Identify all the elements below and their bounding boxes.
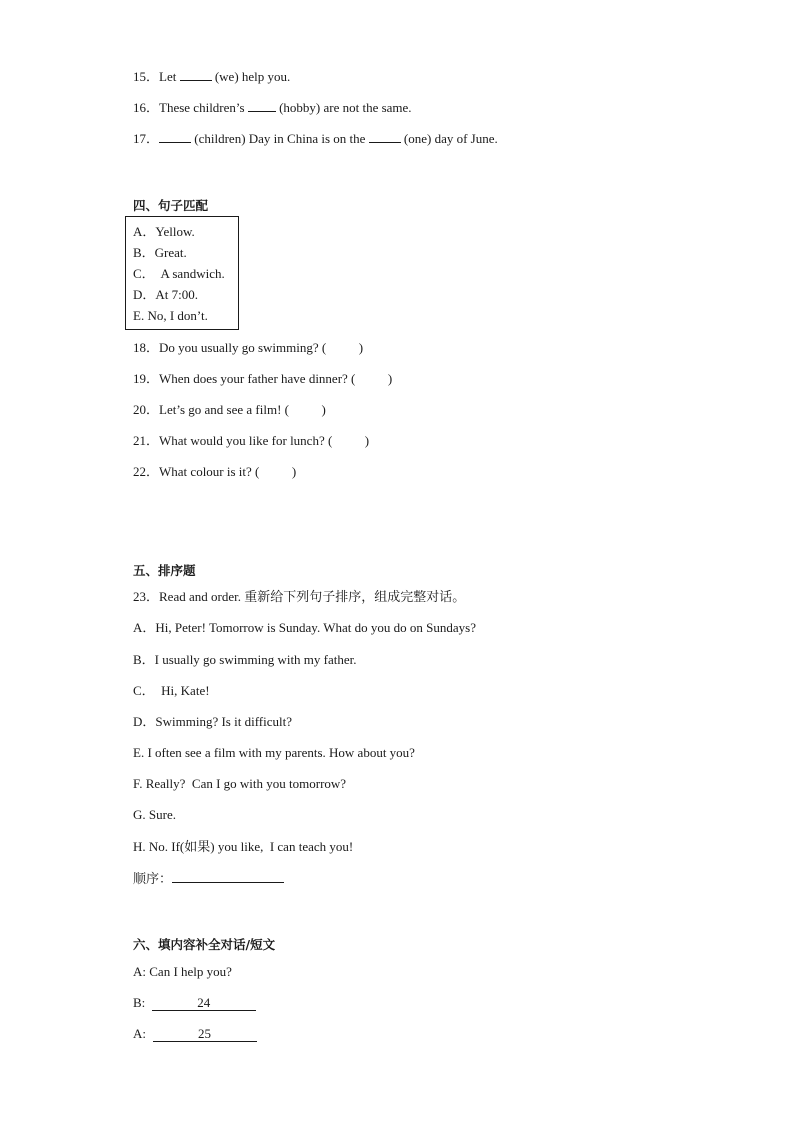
question-22: [133, 464, 296, 480]
section-heading-dialogue-completion: 六、填内容补全对话/短文: [133, 937, 276, 952]
question-text: What would you like for lunch? ( ): [159, 433, 370, 448]
question-text: (children) Day in China is on the: [191, 131, 369, 146]
question-23: [133, 589, 465, 605]
question-text: When does your father have dinner? ( ): [159, 371, 393, 386]
dialogue-row: [133, 964, 232, 980]
question-text: These children’s: [159, 100, 248, 115]
speaker-label: A:: [133, 1026, 146, 1041]
dialogue-line-h: H. No. If(如果) you like, I can teach you!: [133, 839, 354, 854]
question-21: [133, 433, 369, 449]
section-heading-ordering: 五、排序题: [133, 563, 196, 578]
dialogue-row: [133, 995, 256, 1011]
blank-24[interactable]: 24: [152, 996, 256, 1011]
option-a: A．Yellow.: [133, 224, 195, 239]
question-18: [133, 340, 363, 356]
speaker-label: B:: [133, 995, 146, 1010]
question-text: What colour is it? ( ): [159, 464, 297, 479]
dialogue-line-b: B．I usually go swimming with my father.: [133, 652, 357, 667]
dialogue-line-a: A．Hi, Peter! Tomorrow is Sunday. What do you do on Sundays?: [133, 620, 476, 635]
order-answer-line: [133, 870, 284, 887]
dialogue-line-c: C． Hi, Kate!: [133, 683, 210, 698]
dialogue-text: Can I help you?: [149, 964, 232, 979]
dialogue-line-f: F. Really? Can I go with you tomorrow?: [133, 776, 347, 791]
question-number: 15．: [133, 69, 160, 84]
question-text: Do you usually go swimming? ( ): [159, 340, 364, 355]
question-20: [133, 402, 326, 418]
question-text: (one) day of June.: [400, 131, 498, 146]
question-17: [133, 130, 498, 147]
answer-blank[interactable]: [180, 68, 212, 81]
question-number: 17．: [133, 131, 160, 146]
question-number: 23．: [133, 589, 160, 604]
blank-25[interactable]: 25: [153, 1027, 257, 1042]
question-number: 16．: [133, 100, 160, 115]
question-16: [133, 99, 412, 116]
question-text: Read and order. 重新给下列句子排序，组成完整对话。: [159, 589, 466, 604]
question-19: [133, 371, 392, 387]
order-label: 顺序：: [133, 871, 173, 886]
order-answer-blank[interactable]: [172, 870, 284, 883]
question-number: 20．: [133, 402, 160, 417]
dialogue-row: [133, 1026, 257, 1042]
answer-blank[interactable]: [248, 99, 276, 112]
question-text: Let’s go and see a film! ( ): [159, 402, 326, 417]
option-d: D．At 7:00.: [133, 287, 199, 302]
question-number: 19．: [133, 371, 160, 386]
question-15: [133, 68, 290, 85]
speaker-label: A:: [133, 964, 146, 979]
question-text: (hobby) are not the same.: [275, 100, 412, 115]
dialogue-line-d: D．Swimming? Is it difficult?: [133, 714, 292, 729]
option-c: C． A sandwich.: [133, 266, 225, 281]
section-heading-matching: 四、句子匹配: [133, 198, 209, 213]
option-e: E. No, I don’t.: [133, 308, 208, 323]
option-b: B．Great.: [133, 245, 187, 260]
question-number: 18．: [133, 340, 160, 355]
question-text: Let: [159, 69, 180, 84]
options-box: [125, 216, 239, 330]
question-text: (we) help you.: [211, 69, 291, 84]
question-number: 22．: [133, 464, 160, 479]
dialogue-line-g: G. Sure.: [133, 807, 176, 822]
answer-blank[interactable]: [369, 130, 401, 143]
answer-blank[interactable]: [159, 130, 191, 143]
dialogue-line-e: E. I often see a film with my parents. How about you?: [133, 745, 415, 760]
question-number: 21．: [133, 433, 160, 448]
